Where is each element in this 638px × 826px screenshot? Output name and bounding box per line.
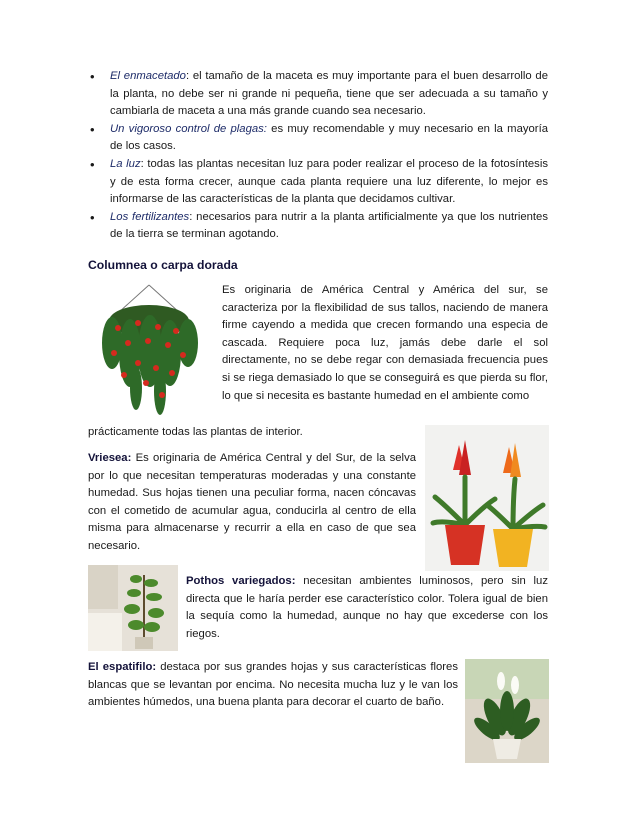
columnea-description: Es originaria de América Central y América del sur, se caracteriza por la flexibilidad de sus tallos, naciendo de manera firme cayendo a medida que crecen formando una especia de cascada. Requiere poca luz, jamás debe darle el sol directamente, no se debe regar con demasiada frecuencia pues si se riega demasiado lo que se conseguirá es que pierda su flor, lo que si necesita es bastante humedad en el ambiente como xyxy=(222,284,548,402)
tip-term: La luz xyxy=(110,157,141,170)
columnea-plant-image xyxy=(88,283,210,421)
espatifilo-text: destaca por sus grandes hojas y sus características flores blancas que se levantan por encima. No necesita mucha luz y le van los ambientes húmedos, una buena planta para decorar el cuarto de baño. xyxy=(88,661,458,709)
section-heading-columnea: Columnea o carpa dorada xyxy=(88,258,238,272)
list-item xyxy=(88,121,548,156)
tip-text: : el tamaño de la maceta es muy importante para el buen desarrollo de la planta, no debe ser ni grande ni pequeña, tiene que ser adecuada a su tamaño y cambiarla de maceta a una más grande cuando sea necesario. xyxy=(110,70,548,118)
tip-text: es muy recomendable y muy necesario en la mayoría de los casos. xyxy=(110,122,548,153)
pothos-term: Pothos variegados: xyxy=(186,575,296,587)
vriesea-description xyxy=(88,450,416,556)
vriesea-text: Es originaria de América Central y del Sur, de la selva por lo que necesitan temperaturas moderadas y una constante humedad. Sus hojas tienen una peculiar forma, nacen cóncavas con el cometido de acumular agua, conducirla al centro de ella misma para almacenarse y recurrir a ella en caso de que sea necesario. xyxy=(88,452,416,552)
tip-text: : necesarios para nutrir a la planta artificialmente ya que los nutrientes de la tierra se terminan agotando. xyxy=(110,210,548,241)
list-item xyxy=(88,209,548,244)
pothos-description xyxy=(186,573,548,643)
vriesea-plant-image xyxy=(425,425,549,571)
espatifilo-term: El espatifilo: xyxy=(88,661,157,673)
list-item xyxy=(88,68,548,121)
tip-term: Un vigoroso control de plagas: xyxy=(110,122,267,135)
pothos-text: necesitan ambientes luminosos, pero sin luz directa que le haría perder ese característico color. Tolera igual de bien la sequía como la humedad, aunque no hay que excederse con los riegos. xyxy=(186,575,548,640)
vriesea-term: Vriesea: xyxy=(88,452,132,464)
care-tips-list xyxy=(88,68,548,244)
espatifilo-description xyxy=(88,659,458,712)
columnea-description-end: prácticamente todas las plantas de interior. xyxy=(88,426,303,438)
espatifilo-plant-image xyxy=(465,659,549,763)
tip-term: Los fertilizantes xyxy=(110,210,190,223)
pothos-plant-image xyxy=(88,565,178,651)
tip-text: : todas las plantas necesitan luz para poder realizar el proceso de la fotosíntesis y de esta forma crecer, aunque cada planta requiere una luz diferente, lo mejor es informarse de las características de la planta que decidamos cultivar. xyxy=(110,157,548,206)
list-item xyxy=(88,156,548,209)
tip-term: El enmacetado xyxy=(110,70,186,82)
